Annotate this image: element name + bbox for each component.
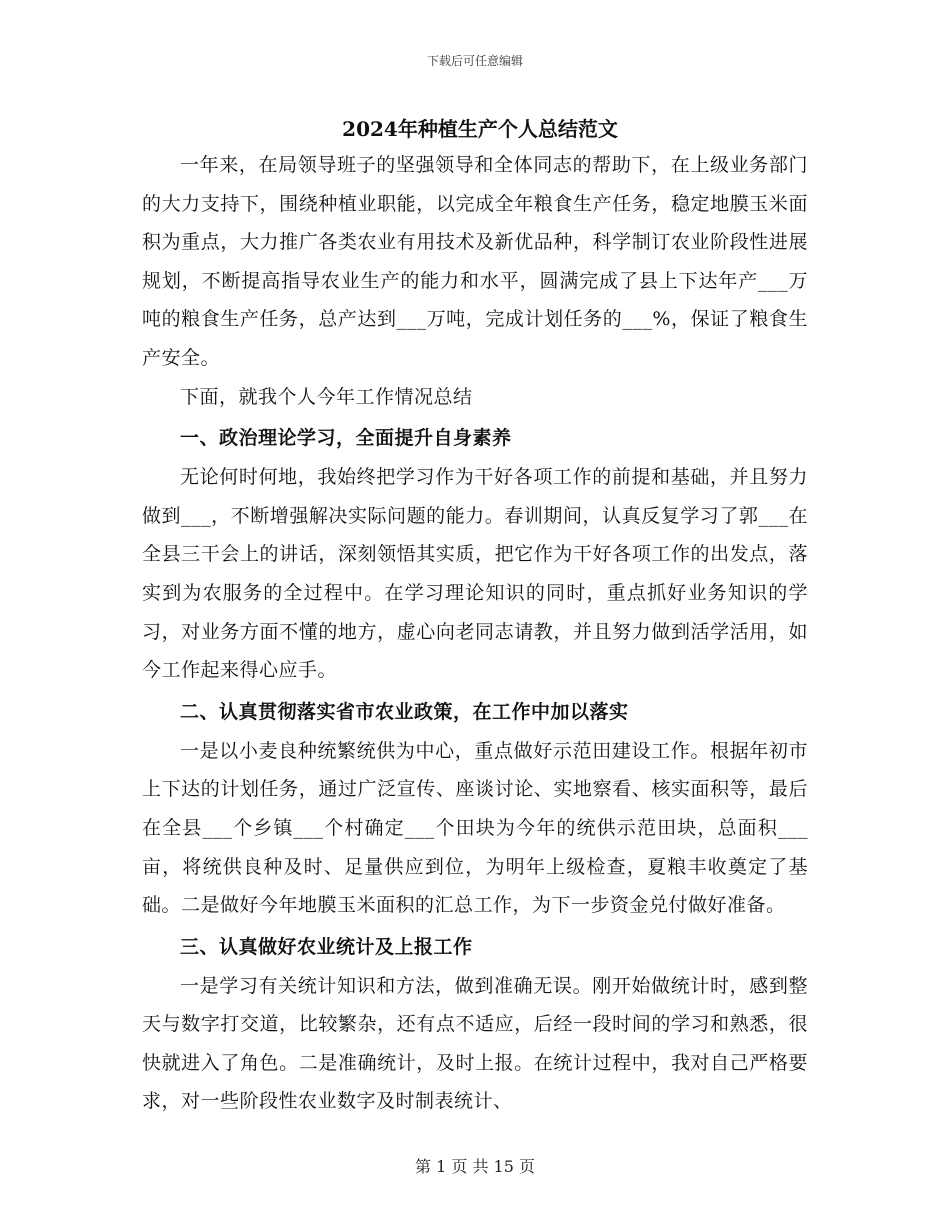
section-heading-3: 三、认真做好农业统计及上报工作 [180,935,473,958]
section-body-3: 一是学习有关统计知识和方法，做到准确无误。刚开始做统计时，感到整天与数字打交道，比较繁杂，还有点不适应，后经一段时间的学习和熟悉，很快就进入了角色。二是准确统计，及时上报。在统计过程中，我对自己严格要求，对一些阶段性农业数字及时制表统计、 [142,974,808,1113]
section-heading-2: 二、认真贯彻落实省市农业政策，在工作中加以落实 [180,700,629,723]
section-heading-1: 一、政治理论学习，全面提升自身素养 [180,427,512,450]
page-header: 下载后可任意编辑 [426,54,523,68]
section-body-1: 无论何时何地，我始终把学习作为干好各项工作的前提和基础，并且努力做到___，不断增强解决实际问题的能力。春训期间，认真反复学习了郭___在全县三干会上的讲话，深刻领悟其实质，把它作为干好各项工作的出发点，落实到为农服务的全过程中。在学习理论知识的同时，重点抓好业务知识的学习，对业务方面不懂的地方，虚心向老同志请教，并且努力做到活学活用，如今工作起来得心应手。 [142,466,808,682]
intro-paragraph: 一年来，在局领导班子的坚强领导和全体同志的帮助下，在上级业务部门的大力支持下，围绕种植业职能，以完成全年粮食生产任务，稳定地膜玉米面积为重点，大力推广各类农业有用技术及新优品种，科学制订农业阶段性进展规划，不断提高指导农业生产的能力和水平，圆满完成了县上下达年产___万吨的粮食生产任务，总产达到___万吨，完成计划任务的___%，保证了粮食生产安全。 [142,154,808,369]
page-number: 第 1 页 共 15 页 [415,1157,535,1176]
document-body [142,112,808,1121]
lead-paragraph: 下面，就我个人今年工作情况总结 [180,385,473,408]
document-title: 2024年种植生产个人总结范文 [342,117,618,141]
section-body-2: 一是以小麦良种统繁统供为中心，重点做好示范田建设工作。根据年初市上下达的计划任务，通过广泛宣传、座谈讨论、实地察看、核实面积等，最后在全县___个乡镇___个村确定___个田块为今年的统供示范田块，总面积___亩，将统供良种及时、足量供应到位，为明年上级检查，夏粮丰收奠定了基础。二是做好今年地膜玉米面积的汇总工作，为下一步资金兑付做好准备。 [142,739,808,917]
